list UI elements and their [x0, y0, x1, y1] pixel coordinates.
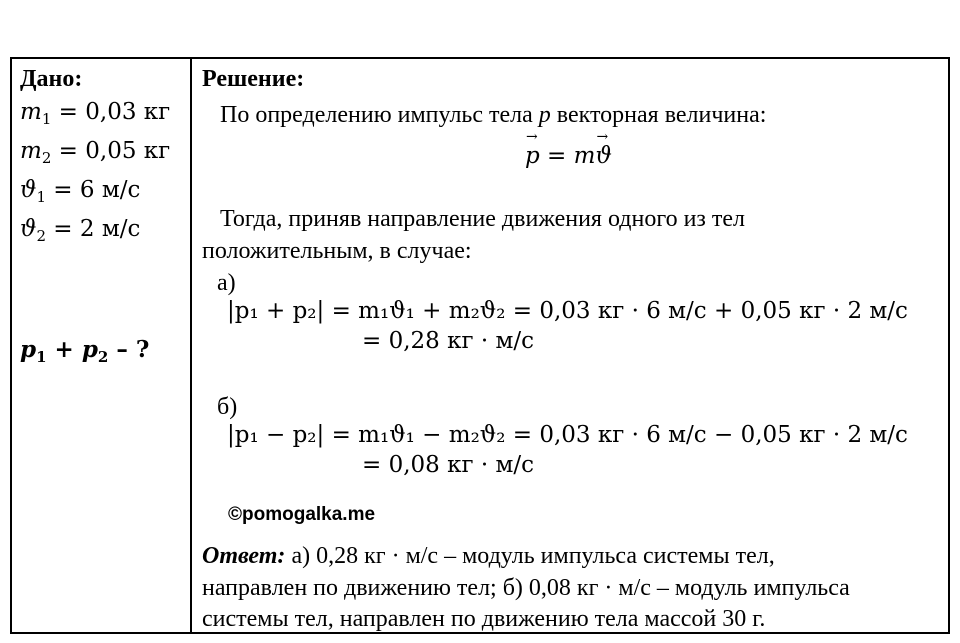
case-a-label: а): [217, 270, 236, 296]
answer-line-2: направлен по движению тел; б) 0,08 кг · м/с – модуль импульса: [202, 575, 850, 601]
solution-heading: Решение:: [202, 66, 305, 92]
momentum-formula: → p = m→ ϑ: [525, 145, 612, 168]
given-m2: $m_2 = 0,05$ кг: [20, 138, 171, 167]
given-v2: $ϑ_2 = 2$ м/с: [20, 216, 141, 245]
given-m1: $m_1 = 0,03$ кг: [20, 99, 171, 128]
watermark: ©pomogalka.me: [228, 504, 376, 525]
column-divider: [190, 59, 192, 632]
case-a-equation: |p₁ + p₂| = m₁ϑ₁ + m₂ϑ₂ = 0,03 кг · 6 м/с + 0,05 кг · 2 м/с: [227, 298, 908, 324]
then-line-2: положительным, в случае:: [202, 238, 472, 264]
given-v1: $ϑ_1 = 6$ м/с: [20, 177, 141, 206]
solution-table: [10, 57, 950, 634]
find-expression: $p_1 + p_2$ – ?: [20, 336, 150, 366]
answer-line-1: Ответ: а) 0,28 кг · м/с – модуль импульса системы тел,: [202, 543, 775, 569]
case-b-label: б): [217, 394, 238, 420]
intro-line: По определению импульс тела p векторная величина:: [220, 102, 767, 128]
given-heading: Дано:: [20, 66, 83, 92]
case-a-result: = 0,28 кг · м/с: [362, 328, 534, 354]
case-b-result: = 0,08 кг · м/с: [362, 452, 534, 478]
then-line-1: Тогда, приняв направление движения одного из тел: [220, 206, 746, 232]
answer-line-3: системы тел, направлен по движению тела массой 30 г.: [202, 606, 766, 632]
case-b-equation: |p₁ − p₂| = m₁ϑ₁ − m₂ϑ₂ = 0,03 кг · 6 м/с − 0,05 кг · 2 м/с: [227, 422, 908, 448]
